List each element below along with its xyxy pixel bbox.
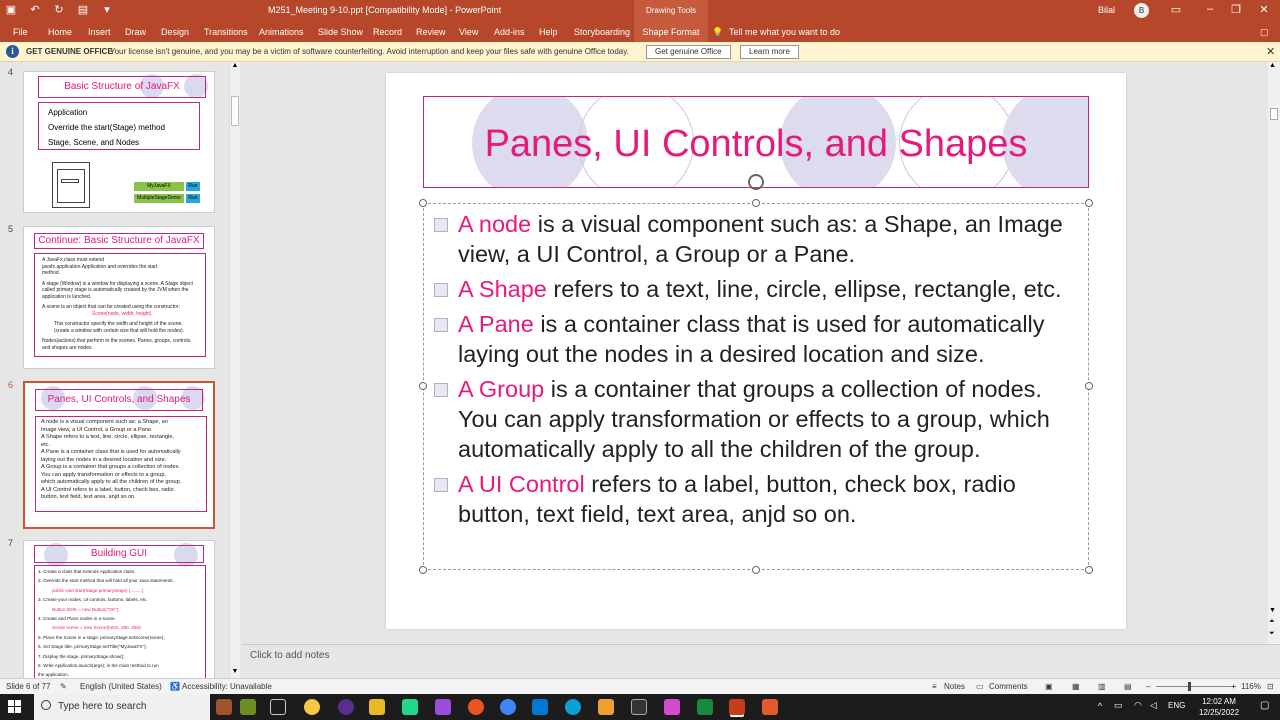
language-indicator[interactable]: English (United States): [80, 682, 162, 691]
thumb-tag: MultipleStageDemo: [134, 194, 184, 203]
slide-thumbnail-5[interactable]: [23, 226, 215, 369]
input-language[interactable]: ENG: [1168, 701, 1186, 710]
slide-counter[interactable]: Slide 6 of 77: [6, 682, 51, 691]
rotate-handle-icon[interactable]: [748, 174, 764, 190]
tab-record[interactable]: Record: [373, 27, 403, 37]
thumb-line: method.: [42, 270, 61, 276]
thumb-item: Stage, Scene, and Nodes: [48, 138, 140, 147]
resize-handle[interactable]: [1085, 199, 1093, 207]
title-bar: [0, 0, 1280, 22]
slide-canvas[interactable]: [386, 73, 1126, 629]
thumb-line: 7. Display the stage. primaryStage.show();: [38, 653, 125, 659]
resize-handle[interactable]: [752, 566, 760, 574]
github-icon[interactable]: [338, 699, 354, 715]
intellij-icon[interactable]: [435, 699, 451, 715]
lightbulb-icon: 💡: [712, 27, 724, 37]
thumb-line: A stage (Window) is a window for displaying a scene. A Stage object: [42, 280, 193, 287]
bullet-keyword: A UI Control: [458, 471, 585, 497]
resize-handle[interactable]: [1085, 566, 1093, 574]
bullet-keyword: A Pane: [458, 311, 534, 337]
tab-help[interactable]: Help: [539, 27, 558, 37]
ribbon-tabs: [0, 22, 1280, 42]
thumb-line: A Shape refers to a text, line, circle, ellipse, rectangle,: [41, 434, 175, 440]
drawing-tools-label: Drawing Tools: [634, 0, 708, 22]
previous-slide-icon[interactable]: ⏶: [1269, 618, 1275, 625]
save-icon[interactable]: ▣: [5, 4, 17, 16]
thumb-title: Continue: Basic Structure of JavaFX: [34, 233, 204, 249]
redo-icon[interactable]: ↻: [54, 4, 64, 16]
zoom-slider[interactable]: [1156, 686, 1236, 687]
thumbnail-scrollbar[interactable]: [229, 62, 240, 678]
license-infobar: [0, 42, 1280, 62]
ribbon-display-icon[interactable]: ▭: [1170, 4, 1182, 16]
clock-date: 12/25/2022: [1199, 708, 1240, 717]
edge-icon[interactable]: [565, 699, 581, 715]
thumb-title: Basic Structure of JavaFX: [38, 76, 206, 98]
presenter-icon[interactable]: ▤: [77, 4, 89, 16]
close-infobar-icon[interactable]: ✕: [1266, 46, 1276, 58]
widget-icon[interactable]: [240, 699, 256, 715]
slide-thumbnail-pane: [0, 62, 242, 678]
zoom-level[interactable]: 116%: [1241, 682, 1261, 691]
bullet-box-icon: [434, 478, 448, 492]
file-explorer-icon[interactable]: [369, 699, 385, 715]
app-icon[interactable]: [598, 699, 614, 715]
resize-handle[interactable]: [752, 199, 760, 207]
thumb-item: Override the start(Stage) method: [48, 123, 165, 132]
notes-pane[interactable]: [242, 644, 1280, 678]
next-slide-icon[interactable]: ⏷: [1269, 630, 1275, 637]
bullet-item[interactable]: [432, 374, 1072, 464]
thumb-tag: MyJavaFX: [134, 182, 184, 191]
user-name[interactable]: Bilal: [1098, 5, 1116, 15]
thumb-line: application is lunched.: [42, 293, 92, 300]
undo-icon[interactable]: ↶: [30, 4, 40, 16]
weather-widget-icon[interactable]: [216, 699, 232, 715]
wifi-icon[interactable]: ◠: [1134, 700, 1142, 710]
app-icon[interactable]: [468, 699, 484, 715]
thumb-run: Run: [186, 182, 200, 191]
thumb-line: called primary stage is automatically created by the JVM when the: [42, 287, 189, 293]
thumb-run: Run: [186, 194, 200, 203]
tab-shape-format[interactable]: Shape Format: [634, 22, 708, 42]
bullet-text: refers to a text, line, circle, ellipse, rectangle, etc.: [546, 276, 1062, 302]
slide-thumbnail-6-selected[interactable]: [23, 381, 215, 529]
notification-icon[interactable]: ▢: [1260, 700, 1270, 711]
avatar[interactable]: B: [1134, 3, 1149, 18]
show-hidden-icons-icon[interactable]: ^: [1098, 701, 1103, 711]
tab-file[interactable]: File: [13, 27, 28, 37]
slide-thumbnail-4[interactable]: [23, 71, 215, 213]
thumb-line: Image view, a UI Control, a Group or a Pane.: [41, 426, 153, 433]
thumb-line: 5. Place the Scene in a stage. primaryStage.setScene(scene);: [38, 634, 165, 640]
tab-home[interactable]: Home: [48, 27, 73, 37]
editor-scrollbar[interactable]: [1268, 62, 1280, 644]
tab-draw[interactable]: Draw: [125, 27, 147, 37]
fit-to-window-icon[interactable]: ⊡: [1267, 682, 1274, 691]
thumb-line: A Pane is a container class that is used for automatically: [41, 449, 181, 455]
zoom-out-icon[interactable]: –: [1146, 682, 1151, 691]
thumb-line: (create a window with certain size that will hold the nodes).: [54, 327, 185, 334]
network-icon[interactable]: ▭: [1114, 700, 1123, 710]
zoom-in-icon[interactable]: +: [1231, 682, 1236, 691]
thumb-line: 6. Set Stage title. primaryStage.setTitle("MyJavaFX");: [38, 644, 147, 650]
thumb-line: the application.: [38, 672, 69, 678]
learn-more-button[interactable]: Learn more: [740, 45, 799, 59]
bullet-box-icon: [434, 218, 448, 232]
thumb-title: Panes, UI Controls, and Shapes: [35, 389, 203, 411]
thumb-line: A scene is an object that can be created using the constructor:: [42, 304, 180, 310]
tell-me-search[interactable]: Tell me what you want to do: [729, 27, 841, 37]
spellcheck-icon[interactable]: ✎: [60, 682, 67, 691]
bullet-text: is a visual component such as: a Shape, an Image view, a UI Control, a Group or a Pane.: [458, 211, 1063, 267]
chrome-icon[interactable]: [500, 699, 516, 715]
thumb-line: 4. Create and Place nodes in a scene.: [38, 616, 116, 622]
notes-icon: ≡: [932, 682, 937, 691]
clock-time: 12:02 AM: [1202, 697, 1236, 706]
scroll-down-icon[interactable]: ▼: [231, 668, 239, 675]
comment-icon[interactable]: ▢: [1260, 27, 1269, 37]
resize-handle[interactable]: [419, 566, 427, 574]
scrollbar-thumb[interactable]: [231, 96, 239, 126]
thumb-number: 5: [8, 224, 14, 234]
thumb-line: 2. Override the start method that will hold all your Java statements.: [38, 578, 174, 584]
tab-view[interactable]: View: [459, 27, 479, 37]
maps-icon[interactable]: [631, 699, 647, 715]
bullet-box-icon: [434, 383, 448, 397]
scroll-down-icon[interactable]: ▼: [1269, 607, 1276, 614]
comments-icon: ▭: [976, 682, 984, 691]
thumb-line: which automatically apply to all the children of the group.: [41, 479, 182, 485]
restore-icon[interactable]: ❐: [1231, 4, 1241, 16]
tab-transitions[interactable]: Transitions: [204, 27, 248, 37]
minimize-icon[interactable]: –: [1206, 3, 1214, 15]
document-title: M251_Meeting 9-10.ppt [Compatibility Mode] - PowerPoint: [268, 5, 502, 15]
powerpoint-icon[interactable]: [729, 699, 745, 715]
thumb-number: 4: [8, 67, 14, 77]
scroll-up-icon[interactable]: ▲: [1269, 62, 1276, 69]
bullet-keyword: A Group: [458, 376, 545, 402]
tab-design[interactable]: Design: [161, 27, 190, 37]
accessibility-icon: ♿: [170, 682, 180, 691]
thumb-line: Button btOK = new Button("OK");: [52, 606, 120, 612]
search-icon: [41, 700, 51, 710]
scrollbar-thumb[interactable]: [1270, 108, 1278, 120]
search-placeholder[interactable]: Type here to search: [58, 701, 147, 712]
thumb-line: Nodes(actions) that perform in the scenes. Panes, groups, controls,: [42, 338, 192, 344]
customize-toolbar-icon[interactable]: ▾: [104, 4, 110, 16]
tab-insert[interactable]: Insert: [88, 27, 111, 37]
thumb-line: 3. Create your nodes, UI controls, buttons, labels, etc.: [38, 597, 148, 603]
bullet-list[interactable]: [432, 209, 1072, 534]
resize-handle[interactable]: [419, 382, 427, 390]
bullet-keyword: A Shape: [458, 276, 547, 302]
thumb-line: A Group is a container that groups a collection of nodes.: [41, 464, 180, 470]
thumb-line: Scene scene = new Scene(btOK, 200, 250);: [52, 625, 142, 631]
volume-icon[interactable]: ◁: [1150, 700, 1157, 710]
reading-view-icon[interactable]: ▥: [1098, 682, 1106, 691]
stage-diagram: [52, 162, 90, 208]
tab-animations[interactable]: Animations: [259, 27, 304, 37]
infobar-message: Your license isn't genuine, and you may be a victim of software counterfeiting. Avoid interruption and keep your files safe with genuine Office today.: [110, 47, 629, 56]
app-icon[interactable]: [664, 699, 680, 715]
system-clock[interactable]: [1199, 696, 1239, 718]
windows-start-icon[interactable]: [8, 700, 22, 714]
bullet-item[interactable]: [432, 469, 1072, 529]
tab-storyboarding[interactable]: Storyboarding: [574, 27, 631, 37]
thumb-line: 1. Create a class that extends Application class.: [38, 569, 136, 574]
get-genuine-office-button[interactable]: Get genuine Office: [646, 45, 731, 59]
thumb-line: You can apply transformation or effects to a group,: [41, 471, 167, 478]
thumb-line: A node is a visual component such as: a Shape, an: [41, 419, 168, 425]
scroll-up-icon[interactable]: ▲: [231, 62, 239, 69]
android-studio-icon[interactable]: [697, 699, 713, 715]
thumb-line: public void start(Stage primaryStage) {.........}: [52, 587, 144, 593]
quick-access-toolbar: [4, 3, 114, 16]
thumb-line: 8. Write Application.launch(args); in the main method to run: [38, 663, 159, 669]
bullet-text: is a container class that is used for automatically laying out the nodes in a desired location and size.: [458, 311, 1045, 367]
notes-button[interactable]: Notes: [944, 682, 965, 691]
bullet-text: is a container that groups a collection of nodes. You can apply transformation or effects to a group, which automatically apply to all the children of the group.: [458, 376, 1050, 462]
info-icon: i: [6, 45, 19, 58]
bullet-item[interactable]: [432, 209, 1072, 269]
thumb-number: 6: [8, 380, 14, 390]
vscode-icon[interactable]: [532, 699, 548, 715]
bullet-item[interactable]: [432, 309, 1072, 369]
slide-sorter-icon[interactable]: ▦: [1072, 682, 1080, 691]
notes-placeholder[interactable]: Click to add notes: [250, 650, 330, 661]
close-icon[interactable]: ✕: [1259, 4, 1269, 16]
thumb-line: A JavaFx class must extend: [42, 257, 104, 263]
thumb-line: etc.: [41, 441, 51, 448]
tab-add-ins[interactable]: Add-ins: [494, 27, 525, 37]
infobar-heading: GET GENUINE OFFICE: [26, 47, 113, 56]
accessibility-status[interactable]: Accessibility: Unavailable: [182, 682, 272, 691]
thumb-line: This constructor specify the width and height of the scene,: [54, 321, 183, 327]
thumb-item: Application: [48, 108, 88, 117]
thumb-title: Building GUI: [34, 545, 204, 563]
slide-title[interactable]: Panes, UI Controls, and Shapes: [484, 123, 1028, 165]
thumb-line: A UI Control refers to a label, button, check box, radio: [41, 486, 174, 493]
resize-handle[interactable]: [1085, 382, 1093, 390]
bullet-keyword: A node: [458, 211, 532, 237]
thumb-line: laying out the nodes in a desired location and size.: [41, 456, 167, 463]
thumb-line: javafx.application.Application and overrides the start: [42, 263, 158, 270]
bullet-text: refers to a label, button, check box, radio button, text field, text area, anjd so on.: [458, 471, 1016, 527]
pycharm-icon[interactable]: [402, 699, 418, 715]
tab-review[interactable]: Review: [416, 27, 446, 37]
zoom-slider-thumb[interactable]: [1188, 682, 1191, 691]
bullet-box-icon: [434, 318, 448, 332]
thumb-number: 7: [8, 538, 14, 548]
tab-slide-show[interactable]: Slide Show: [318, 27, 364, 37]
slideshow-icon[interactable]: ▤: [1124, 682, 1132, 691]
normal-view-icon[interactable]: ▣: [1045, 682, 1053, 691]
comments-button[interactable]: Comments: [989, 682, 1028, 691]
app-icon[interactable]: [304, 699, 320, 715]
thumb-line: Scene(node, width, height): [92, 310, 152, 317]
windows-taskbar: [0, 694, 1280, 720]
thumb-line: button, text field, text area, anjd so on.: [41, 494, 136, 500]
resize-handle[interactable]: [419, 199, 427, 207]
status-bar: [0, 678, 1280, 694]
taskbar-search[interactable]: [34, 694, 210, 720]
thumb-line: and shapes are nodes.: [42, 344, 93, 351]
bullet-box-icon: [434, 283, 448, 297]
task-view-icon[interactable]: [270, 699, 286, 715]
bullet-item[interactable]: [432, 274, 1072, 304]
slide-thumbnail-7[interactable]: [23, 540, 215, 678]
app-icon[interactable]: [762, 699, 778, 715]
